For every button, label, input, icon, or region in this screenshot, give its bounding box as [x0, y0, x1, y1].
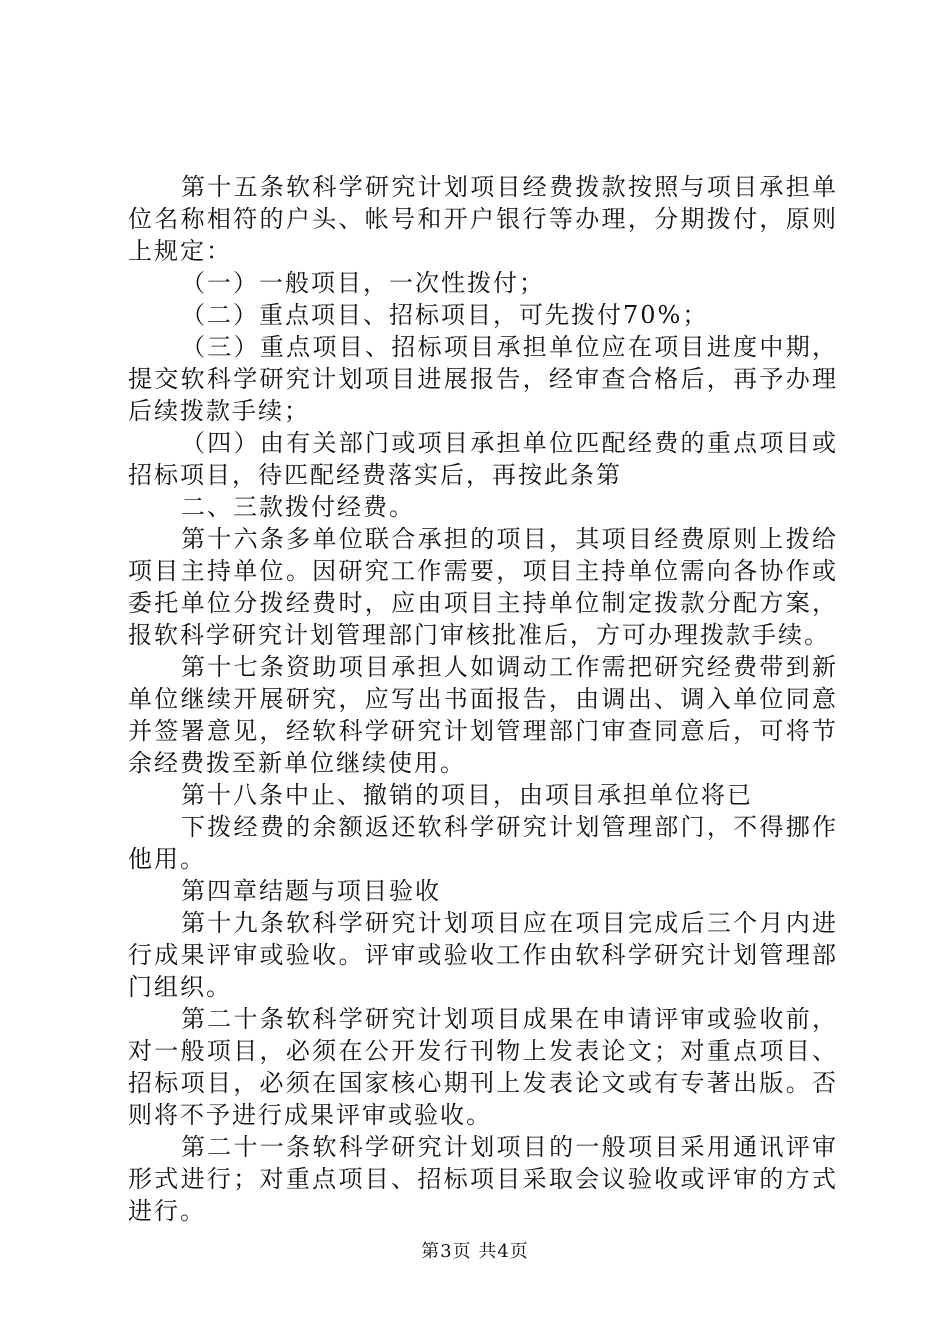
paragraph-article-20: 第二十条软科学研究计划项目成果在申请评审或验收前，对一般项目，必须在公开发行刊物上发表论文；对重点项目、招标项目，必须在国家核心期刊上发表论文或有专著出版。否则将不予进行成果评审或验收。: [128, 1005, 838, 1129]
document-body: [128, 171, 838, 1227]
paragraph-article-19: 第十九条软科学研究计划项目应在项目完成后三个月内进行成果评审或验收。评审或验收工作由软科学研究计划管理部门组织。: [128, 909, 838, 1001]
paragraph-article-21: 第二十一条软科学研究计划项目的一般项目采用通讯评审形式进行；对重点项目、招标项目采取会议验收或评审的方式进行。: [128, 1133, 838, 1225]
paragraph-article-18: 第十八条中止、撤销的项目，由项目承担单位将已: [181, 781, 753, 809]
page-number-footer: 第3页 共4页: [421, 1241, 529, 1262]
paragraph-article-18-continued: 下拨经费的余额返还软科学研究计划管理部门，不得挪作他用。: [128, 813, 838, 873]
paragraph-article-15: 第十五条软科学研究计划项目经费拨款按照与项目承担单位名称相符的户头、帐号和开户银行等办理，分期拨付，原则上规定：: [128, 173, 838, 265]
paragraph-item-1: （一）一般项目，一次性拨付；: [181, 269, 545, 297]
paragraph-item-3: （三）重点项目、招标项目承担单位应在项目进度中期，提交软科学研究计划项目进展报告，经审查合格后，再予办理后续拨款手续；: [128, 333, 838, 425]
paragraph-article-16: 第十六条多单位联合承担的项目，其项目经费原则上拨给项目主持单位。因研究工作需要，项目主持单位需向各协作或委托单位分拨经费时，应由项目主持单位制定拨款分配方案，报软科学研究计划管理部门审核批准后，方可办理拨款手续。: [128, 525, 838, 649]
paragraph-article-17: 第十七条资助项目承担人如调动工作需把研究经费带到新单位继续开展研究，应写出书面报告，由调出、调入单位同意并签署意见，经软科学研究计划管理部门审查同意后，可将节余经费拨至新单位继续使用。: [128, 653, 838, 777]
paragraph-item-2: （二）重点项目、招标项目，可先拨付70%；: [181, 301, 709, 329]
chapter-4-heading: 第四章结题与项目验收: [181, 877, 441, 905]
paragraph-item-4: （四）由有关部门或项目承担单位匹配经费的重点项目或招标项目，待匹配经费落实后，再按此条第: [128, 429, 838, 489]
paragraph-item-4-continued: 二、三款拨付经费。: [181, 493, 415, 521]
